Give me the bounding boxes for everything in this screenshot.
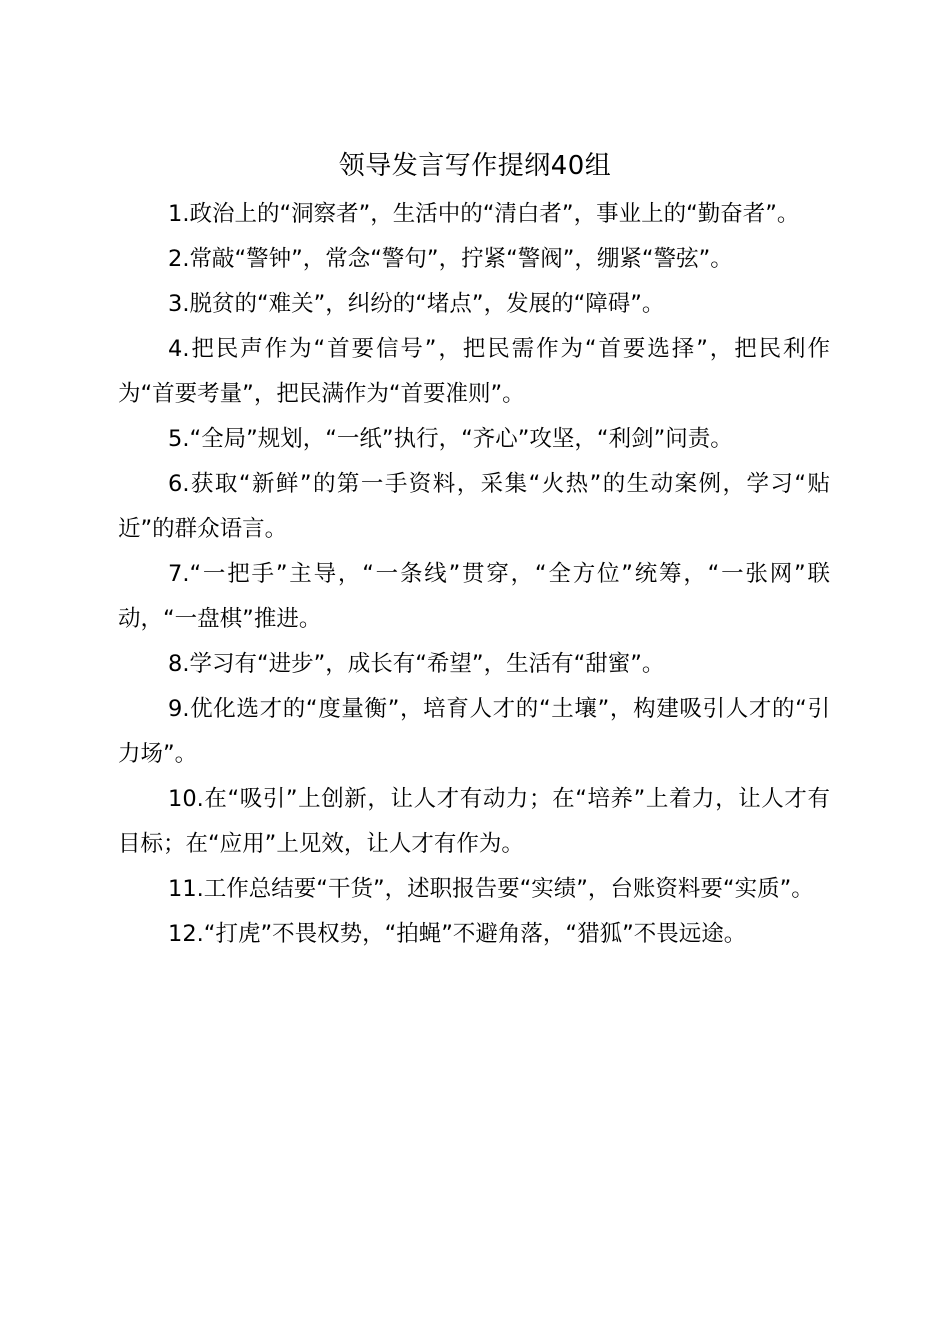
outline-item-6: 6.获取“新鲜”的第一手资料，采集“火热”的生动案例，学习“贴近”的群众语言。 [118,471,830,542]
outline-item-9: 9.优化选才的“度量衡”，培育人才的“土壤”，构建吸引人才的“引力场”。 [118,696,830,767]
outline-item-4: 4.把民声作为“首要信号”，把民需作为“首要选择”，把民利作为“首要考量”，把民满作为“首要准则”。 [118,336,830,407]
document-title: 领导发言写作提纲40组 [338,151,612,181]
outline-item-10: 10.在“吸引”上创新，让人才有动力；在“培养”上着力，让人才有目标；在“应用”上见效，让人才有作为。 [118,786,830,857]
outline-item-12: 12.“打虎”不畏权势，“拍蝇”不避角落，“猎狐”不畏远途。 [168,921,747,947]
outline-item-3: 3.脱贫的“难关”，纠纷的“堵点”，发展的“障碍”。 [168,291,665,317]
outline-item-2: 2.常敲“警钟”，常念“警句”，拧紧“警阀”，绷紧“警弦”。 [168,246,733,272]
document-body [118,192,830,957]
outline-item-1: 1.政治上的“洞察者”，生活中的“清白者”，事业上的“勤奋者”。 [168,201,800,227]
outline-item-7: 7.“一把手”主导，“一条线”贯穿，“全方位”统筹，“一张网”联动，“一盘棋”推进。 [118,561,830,632]
outline-item-8: 8.学习有“进步”，成长有“希望”，生活有“甜蜜”。 [168,651,665,677]
outline-item-5: 5.“全局”规划，“一纸”执行，“齐心”攻坚，“利剑”问责。 [168,426,733,452]
outline-item-11: 11.工作总结要“干货”，述职报告要“实绩”，台账资料要“实质”。 [168,876,814,902]
